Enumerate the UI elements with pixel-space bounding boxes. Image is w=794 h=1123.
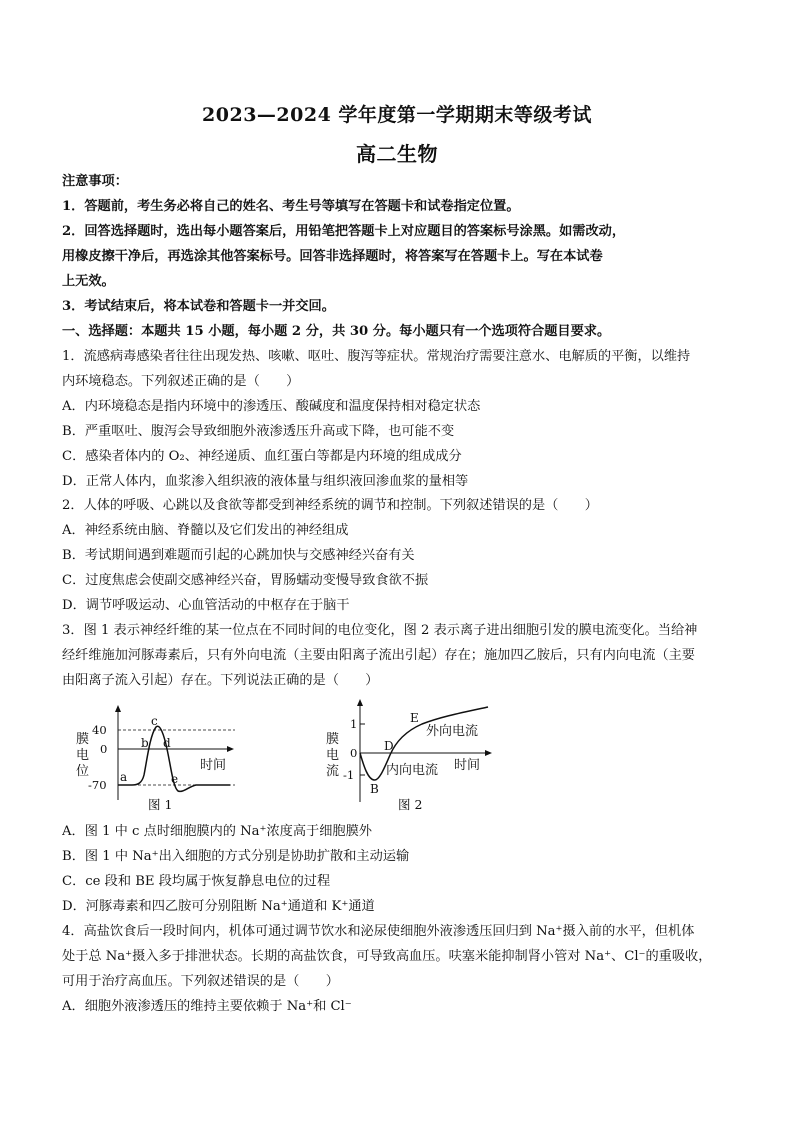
q2-option-d: D．调节呼吸运动、心血管活动的中枢存在于脑干 — [62, 598, 350, 613]
fig2-label-outward: 外向电流 — [426, 724, 479, 739]
q1-option-d: D．正常人体内，血浆渗入组织液的液体量与组织液回渗血浆的量相等 — [62, 474, 469, 489]
fig2-point-b: B — [370, 782, 379, 796]
fig2-tick: 1 — [350, 717, 358, 731]
q1-stem: 内环境稳态。下列叙述正确的是（ ） — [62, 374, 300, 389]
q2-option-a: A．神经系统由脑、脊髓以及它们发出的神经组成 — [62, 523, 349, 538]
fig1-caption: 图 1 — [148, 797, 173, 812]
fig1-tick: 40 — [92, 723, 107, 737]
fig1-point-d: d — [163, 736, 171, 750]
fig2-point-e: E — [410, 711, 419, 725]
q3-option-b: B．图 1 中 Na⁺出入细胞的方式分别是协助扩散和主动运输 — [62, 849, 410, 864]
q1-option-a: A．内环境稳态是指内环境中的渗透压、酸碱度和温度保持相对稳定状态 — [62, 399, 481, 414]
q3-option-d: D．河豚毒素和四乙胺可分别阻断 Na⁺通道和 K⁺通道 — [62, 899, 375, 914]
notice-item: 上无效。 — [62, 274, 115, 289]
fig1-ylabel: 膜 — [76, 732, 90, 747]
notice-item: 3．考试结束后，将本试卷和答题卡一并交回。 — [62, 299, 335, 314]
fig1-point-a: a — [120, 770, 128, 784]
notice-item: 1．答题前，考生务必将自己的姓名、考生号等填写在答题卡和试卷指定位置。 — [62, 199, 520, 214]
q2-stem: 2．人体的呼吸、心跳以及食欲等都受到神经系统的调节和控制。下列叙述错误的是（ ） — [62, 498, 598, 513]
figure-1-membrane-potential — [70, 705, 240, 815]
exam-title: 2023—2024 学年度第一学期期末等级考试 — [202, 104, 592, 126]
fig2-ylabel: 流 — [326, 764, 340, 779]
fig1-x-arrow-icon — [227, 746, 234, 752]
q3-stem: 经纤维施加河豚毒素后，只有外向电流（主要由阳离子流出引起）存在；施加四乙胺后，只有内向电流（主要 — [62, 648, 695, 663]
q3-stem: 3．图 1 表示神经纤维的某一位点在不同时间的电位变化，图 2 表示离子进出细胞引发的膜电流变化。当给神 — [62, 623, 698, 638]
fig2-tick: -1 — [343, 768, 355, 782]
notice-item: 2．回答选择题时，选出每小题答案后，用铅笔把答题卡上对应题目的答案标号涂黑。如需改动， — [62, 224, 626, 239]
q4-stem: 处于总 Na⁺摄入多于排泄状态。长期的高盐饮食，可导致高血压。呋塞米能抑制肾小管对 Na⁺、Cl⁻的重吸收， — [62, 949, 712, 964]
fig1-tick: 0 — [100, 742, 108, 756]
fig1-ylabel: 位 — [76, 764, 90, 779]
q1-stem: 1．流感病毒感染者往往出现发热、咳嗽、呕吐、腹泻等症状。常规治疗需要注意水、电解质的平衡，以维持 — [62, 349, 691, 364]
fig2-tick: 0 — [350, 746, 358, 760]
fig1-ylabel: 电 — [76, 748, 90, 763]
fig2-y-arrow-icon — [357, 699, 363, 706]
q1-option-c: C．感染者体内的 O₂、神经递质、血红蛋白等都是内环境的组成成分 — [62, 449, 462, 464]
q3-option-a: A．图 1 中 c 点时细胞膜内的 Na⁺浓度高于细胞膜外 — [62, 824, 372, 839]
fig2-x-arrow-icon — [485, 750, 492, 756]
exam-subject: 高二生物 — [356, 142, 438, 166]
q4-stem: 可用于治疗高血压。下列叙述错误的是（ ） — [62, 974, 339, 989]
fig2-caption: 图 2 — [398, 797, 423, 812]
notice-heading: 注意事项： — [62, 174, 128, 189]
fig1-xlabel: 时间 — [200, 758, 227, 773]
fig1-point-b: b — [141, 736, 149, 750]
q1-option-b: B．严重呕吐、腹泻会导致细胞外液渗透压升高或下降，也可能不变 — [62, 424, 455, 439]
fig2-ylabel: 膜 — [326, 732, 340, 747]
fig2-ylabel: 电 — [326, 748, 340, 763]
q3-option-c: C．ce 段和 BE 段均属于恢复静息电位的过程 — [62, 874, 331, 889]
figure-2-membrane-current — [320, 697, 495, 815]
fig1-point-e: e — [171, 772, 179, 786]
section-heading: 一、选择题：本题共 15 小题，每小题 2 分，共 30 分。每小题只有一个选项符合题目要求。 — [62, 324, 611, 339]
fig1-y-arrow-icon — [115, 705, 121, 712]
fig1-point-c: c — [151, 714, 158, 728]
notice-item: 用橡皮擦干净后，再选涂其他答案标号。回答非选择题时，将答案写在答题卡上。写在本试卷 — [62, 249, 603, 264]
q3-stem: 由阳离子流入引起）存在。下列说法正确的是（ ） — [62, 673, 379, 688]
q2-option-b: B．考试期间遇到难题而引起的心跳加快与交感神经兴奋有关 — [62, 548, 415, 563]
q4-option-a: A．细胞外液渗透压的维持主要依赖于 Na⁺和 Cl⁻ — [62, 999, 352, 1014]
fig1-tick: -70 — [88, 778, 107, 792]
q4-stem: 4．高盐饮食后一段时间内，机体可通过调节饮水和泌尿使细胞外液渗透压回归到 Na⁺摄入前的水平，但机体 — [62, 924, 695, 939]
fig2-xlabel: 时间 — [454, 758, 481, 773]
fig2-label-inward: 内向电流 — [386, 763, 439, 778]
q2-option-c: C．过度焦虑会使副交感神经兴奋，胃肠蠕动变慢导致食欲不振 — [62, 573, 429, 588]
fig2-point-d: D — [384, 739, 394, 753]
